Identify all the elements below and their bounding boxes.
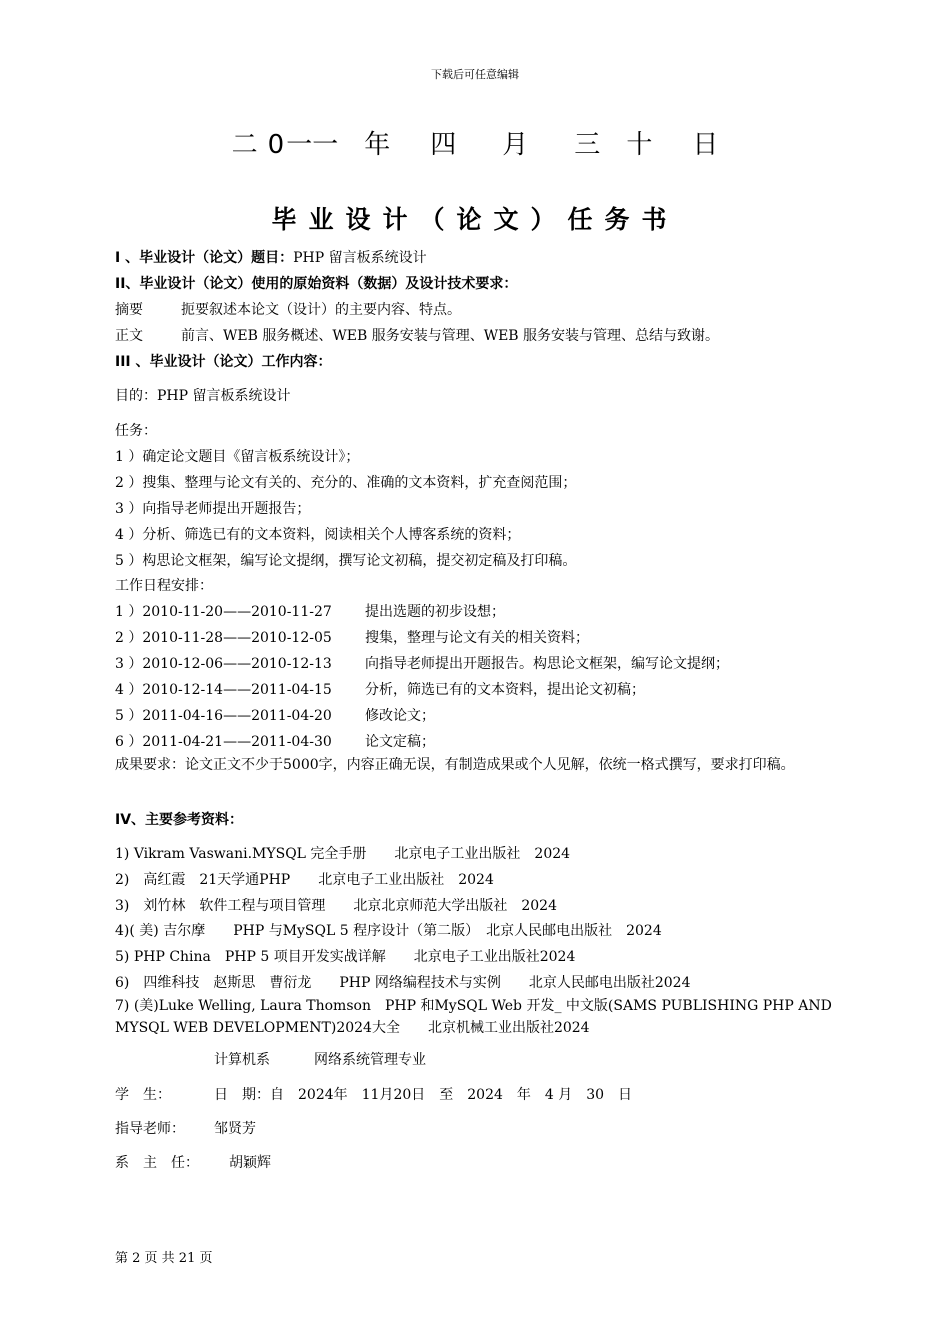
reference-item: 6) 四维科技 赵斯思 曹衍龙 PHP 网络编程技术与实例 北京人民邮电出版社2024 — [115, 975, 691, 991]
reference-item: 7) (美)Luke Welling, Laura Thomson PHP 和MySQL Web 开发_ 中文版(SAMS PUBLISHING PHP AND MYSQL WEB DEVELOPMENT)2024大全 北京机械工业出版社2024 — [115, 998, 832, 1036]
schedule-item — [115, 601, 505, 621]
department-head-name: 胡颖辉 — [229, 1155, 271, 1171]
page-footer: 第 2 页 共 21 页 — [115, 1251, 213, 1266]
advisor-name: 邹贤芳 — [214, 1121, 256, 1137]
header-note: 下载后可任意编辑 — [431, 68, 519, 81]
schedule-item — [115, 679, 645, 699]
schedule-range: 2 ）2010-11-28——2010-12-05 — [115, 630, 332, 646]
date-part: 三 — [574, 130, 601, 160]
schedule-range: 6 ）2011-04-21——2011-04-30 — [115, 734, 332, 750]
task-item: 5 ）构思论文框架，编写论文提纲，撰写论文初稿，提交初定稿及打印稿。 — [115, 553, 577, 569]
schedule-item — [115, 627, 589, 647]
date-part: 日 — [692, 130, 719, 160]
section-2-title: II、毕业设计（论文）使用的原始资料（数据）及设计技术要求： — [115, 276, 518, 292]
schedule-task: 修改论文； — [365, 708, 435, 724]
date-part: 年 — [364, 130, 391, 160]
student-line — [115, 1084, 632, 1104]
body-line — [115, 325, 719, 345]
purpose-line: 目的：PHP 留言板系统设计 — [115, 388, 291, 404]
reference-item: 1) Vikram Vaswani.MYSQL 完全手册 北京电子工业出版社 2024 — [115, 846, 571, 862]
date-part: 二 — [231, 130, 258, 160]
abstract-text: 扼要叙述本论文（设计）的主要内容、特点。 — [181, 302, 461, 318]
reference-item: 2) 高红霞 21天学通PHP 北京电子工业出版社 2024 — [115, 872, 494, 888]
date-part: 0 — [267, 130, 285, 160]
schedule-task: 提出选题的初步设想； — [365, 604, 505, 620]
department-line — [214, 1049, 426, 1069]
department-head-label: 系 主 任： — [115, 1155, 199, 1171]
task-item: 3 ）向指导老师提出开题报告； — [115, 501, 311, 517]
reference-item: 4)( 美) 吉尔摩 PHP 与MySQL 5 程序设计（第二版） 北京人民邮电出版社 2024 — [115, 923, 662, 939]
schedule-item — [115, 705, 435, 725]
advisor-label: 指导老师： — [115, 1121, 185, 1137]
schedule-task: 论文定稿； — [365, 734, 435, 750]
major: 网络系统管理专业 — [314, 1052, 426, 1068]
abstract-label: 摘要 — [115, 302, 143, 318]
reference-item: 3) 刘竹林 软件工程与项目管理 北京北京师范大学出版社 2024 — [115, 898, 557, 914]
body-label: 正文 — [115, 328, 143, 344]
section-1-title — [115, 247, 427, 267]
date-part: 四 — [430, 130, 457, 160]
body-text: 前言、WEB 服务概述、WEB 服务安装与管理、WEB 服务安装与管理、总结与致谢。 — [181, 328, 720, 344]
schedule-task: 向指导老师提出开题报告。构思论文框架，编写论文提纲； — [365, 656, 729, 672]
student-label: 学 生： — [115, 1087, 171, 1103]
date-part: 十 — [626, 130, 653, 160]
date-part: 一 — [286, 130, 313, 160]
department: 计算机系 — [214, 1052, 270, 1068]
reference-item: 5) PHP China PHP 5 项目开发实战详解 北京电子工业出版社2024 — [115, 949, 576, 965]
task-item: 1 ）确定论文题目《留言板系统设计》； — [115, 449, 360, 465]
schedule-range: 5 ）2011-04-16——2011-04-20 — [115, 708, 332, 724]
schedule-range: 4 ）2010-12-14——2011-04-15 — [115, 682, 332, 698]
schedule-range: 1 ）2010-11-20——2010-11-27 — [115, 604, 332, 620]
section-3-title: III 、毕业设计（论文）工作内容： — [115, 354, 332, 370]
department-head-line — [115, 1152, 271, 1172]
schedule-task: 搜集，整理与论文有关的相关资料； — [365, 630, 589, 646]
date-line — [0, 124, 950, 161]
schedule-task: 分析，筛选已有的文本资料，提出论文初稿； — [365, 682, 645, 698]
section-4-title: IV、主要参考资料： — [115, 812, 244, 828]
thesis-topic: PHP 留言板系统设计 — [293, 250, 427, 266]
abstract-line — [115, 299, 461, 319]
task-item: 4 ）分析、筛选已有的文本资料，阅读相关个人博客系统的资料； — [115, 527, 521, 543]
result-requirement: 成果要求：论文正文不少于5000字，内容正确无误，有制造成果或个人见解，依统一格式撰写，要求打印稿。 — [115, 757, 795, 773]
tasks-label: 任务： — [115, 423, 157, 439]
section-label: I 、毕业设计（论文）题目： — [115, 250, 294, 266]
schedule-label: 工作日程安排： — [115, 578, 213, 594]
schedule-item — [115, 731, 435, 751]
document-title: 毕业设计（论文）任务书 — [271, 205, 679, 234]
date-part: 一 — [312, 130, 339, 160]
date-range: 日 期：自 2024年 11月20日 至 2024 年 4 月 30 日 — [214, 1087, 633, 1103]
schedule-item — [115, 653, 729, 673]
date-part: 月 — [502, 130, 529, 160]
schedule-range: 3 ）2010-12-06——2010-12-13 — [115, 656, 332, 672]
task-item: 2 ）搜集、整理与论文有关的、充分的、准确的文本资料，扩充查阅范围； — [115, 475, 577, 491]
advisor-line — [115, 1118, 256, 1138]
